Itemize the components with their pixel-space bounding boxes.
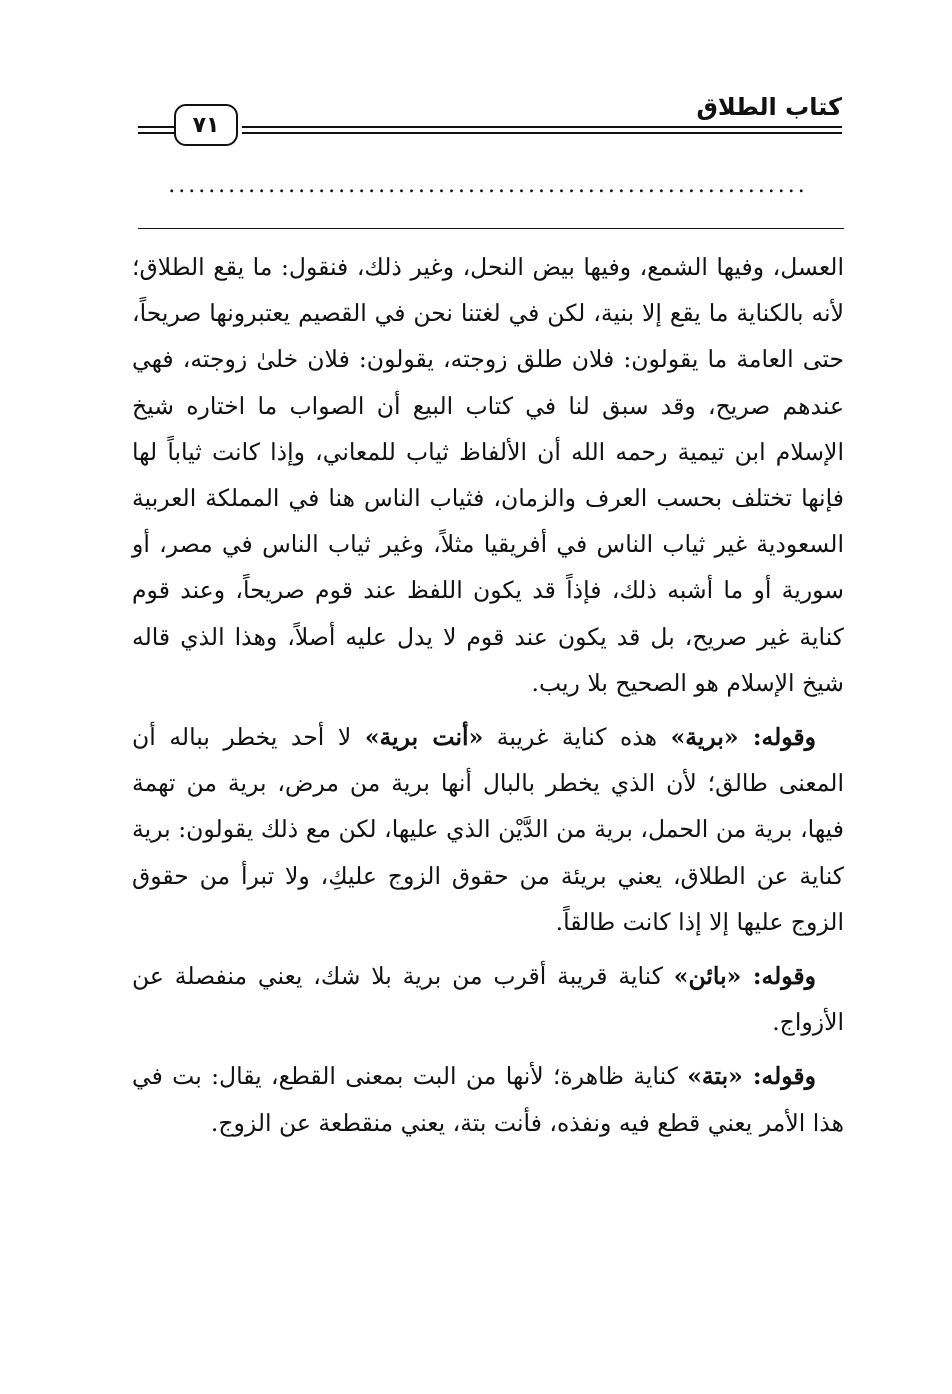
paragraph-2 [132, 714, 844, 945]
paragraph-3-text: كناية قريبة أقرب من برية بلا شك، يعني منفصلة عن الأزواج. [132, 962, 844, 1037]
paragraph-2-text-a: هذه كناية غريبة [483, 723, 671, 752]
header-rule [242, 126, 842, 128]
running-title: كتاب الطلاق [696, 93, 842, 121]
body-text [132, 244, 844, 1146]
text-top-rule [138, 228, 844, 229]
dotted-separator: ................................................................ [168, 176, 808, 196]
paragraph-2-lead: وقوله: «برية» [670, 723, 816, 752]
header-rule [138, 126, 174, 128]
paragraph-4 [132, 1053, 844, 1145]
paragraph-3-lead: وقوله: «بائن» [673, 962, 817, 991]
header-rule [242, 132, 842, 134]
paragraph-2-text-b: لا أحد يخطر بباله أن المعنى طالق؛ لأن الذي يخطر بالبال أنها برية من مرض، برية من تهمة فيها، برية من الحمل، برية من الدَّيْن الذي عليها، لكن مع ذلك يقولون: برية كناية عن الطلاق، يعني بريئة من حقوق الزوج عليكِ، ولا تبرأ من حقوق الزوج عليها إلا إذا كانت طالقاً. [132, 723, 844, 936]
header-rule [138, 132, 174, 134]
paragraph-4-text: كناية ظاهرة؛ لأنها من البت بمعنى القطع، يقال: بت في هذا الأمر يعني قطع فيه ونفذه، فأنت بتة، يعني منقطعة عن الزوج. [132, 1062, 844, 1137]
page-number: ٧١ [174, 104, 238, 146]
paragraph-4-lead: وقوله: «بتة» [687, 1062, 817, 1091]
paragraph-1: العسل، وفيها الشمع، وفيها بيض النحل، وغير ذلك، فنقول: ما يقع الطلاق؛ لأنه بالكناية ما يقع إلا بنية، لكن في لغتنا نحن في القصيم يعتبرونها صريحاً، حتى العامة ما يقولون: فلان طلق زوجته، يقولون: فلان خلىٰ زوجته، فهي عندهم صريح، وقد سبق لنا في كتاب البيع أن الصواب ما اختاره شيخ الإسلام ابن تيمية رحمه الله أن الألفاظ ثياب للمعاني، وإذا كانت ثياباً لها فإنها تختلف بحسب العرف والزمان، فثياب الناس هنا في المملكة العربية السعودية غير ثياب الناس في أفريقيا مثلاً، وغير ثياب الناس في مصر، أو سورية أو ما أشبه ذلك، فإذاً قد يكون اللفظ عند قوم صريحاً، وعند قوم كناية غير صريح، بل قد يكون عند قوم لا يدل عليه أصلاً، وهذا الذي قاله شيخ الإسلام هو الصحيح بلا ريب. [132, 253, 844, 697]
paragraph-3 [132, 953, 844, 1045]
paragraph-2-quote: «أنت برية» [364, 723, 484, 752]
